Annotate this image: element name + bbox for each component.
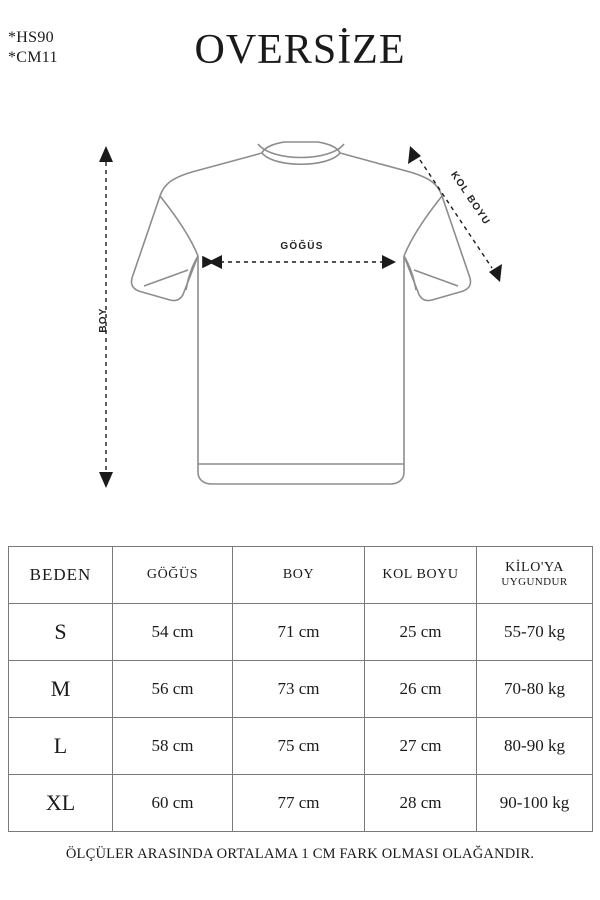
cell-kol: 25 cm: [365, 604, 477, 661]
column-header-gogus: GÖĞÜS: [113, 547, 233, 604]
cell-gogus: 54 cm: [113, 604, 233, 661]
cell-boy: 73 cm: [233, 661, 365, 718]
cell-beden: S: [9, 604, 113, 661]
cell-kol: 27 cm: [365, 718, 477, 775]
cell-kilo: 55-70 kg: [477, 604, 593, 661]
cell-gogus: 56 cm: [113, 661, 233, 718]
cell-beden: L: [9, 718, 113, 775]
cell-kol: 26 cm: [365, 661, 477, 718]
cell-gogus: 60 cm: [113, 775, 233, 832]
cell-beden: XL: [9, 775, 113, 832]
tshirt-diagram: [0, 120, 600, 540]
table-row: [9, 718, 593, 775]
column-header-kilo: [477, 547, 593, 604]
table-header-row: [9, 547, 593, 604]
table-row: [9, 775, 593, 832]
size-table: [8, 546, 593, 832]
sleeve-label: KOL BOYU: [448, 169, 493, 228]
page-title: OVERSİZE: [194, 27, 406, 73]
footnote: ÖLÇÜLER ARASINDA ORTALAMA 1 CM FARK OLMASI OLAĞANDIR.: [65, 846, 535, 862]
cell-kilo: 90-100 kg: [477, 775, 593, 832]
product-code-2: *CM11: [8, 49, 58, 66]
cell-kilo: 80-90 kg: [477, 718, 593, 775]
length-label: BOY: [98, 307, 109, 333]
table-row: [9, 604, 593, 661]
column-header-beden: BEDEN: [9, 547, 113, 604]
cell-boy: 77 cm: [233, 775, 365, 832]
product-code-1: *HS90: [8, 29, 54, 46]
size-table-wrapper: [8, 546, 592, 832]
cell-boy: 71 cm: [233, 604, 365, 661]
tshirt-outline: [131, 142, 470, 484]
cell-kilo: 70-80 kg: [477, 661, 593, 718]
cell-boy: 75 cm: [233, 718, 365, 775]
cell-beden: M: [9, 661, 113, 718]
column-header-kilo-main: KİLO'YA: [505, 560, 564, 576]
column-header-boy: BOY: [233, 547, 365, 604]
table-row: [9, 661, 593, 718]
column-header-kilo-sub: UYGUNDUR: [501, 576, 568, 589]
cell-gogus: 58 cm: [113, 718, 233, 775]
chest-label: GÖĞÜS: [280, 241, 324, 252]
column-header-kol-boyu: KOL BOYU: [365, 547, 477, 604]
cell-kol: 28 cm: [365, 775, 477, 832]
